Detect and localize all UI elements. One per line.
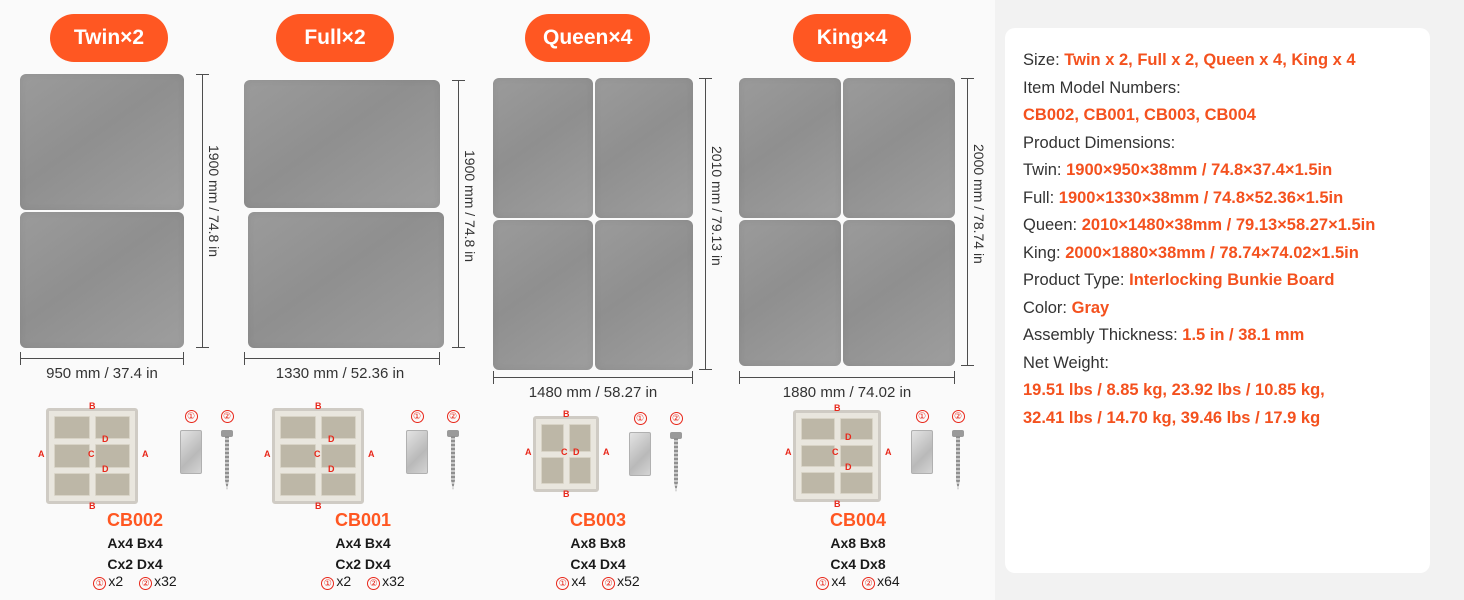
part-label-b: B: [563, 489, 570, 499]
part-label-c: C: [88, 449, 95, 459]
dimension-label-height: 2010 mm / 79.13 in: [709, 146, 725, 266]
frame-cell: [95, 444, 131, 467]
part-screw-group: [663, 408, 689, 492]
spec-value-color: Gray: [1071, 298, 1110, 317]
screw-icon: [449, 430, 457, 490]
spec-row-king: [1023, 245, 1412, 262]
part-count-2: x32: [154, 573, 177, 589]
spec-label-full: Full:: [1023, 188, 1055, 207]
size-badge-full: Full×2: [276, 14, 394, 62]
board-panel: [20, 74, 184, 210]
frame-cell: [54, 416, 90, 439]
part-label-d: D: [102, 434, 109, 444]
part-label-a: A: [525, 447, 532, 457]
screw-icon: [672, 432, 680, 492]
board-panel: [248, 212, 444, 348]
spec-label-color: Color:: [1023, 298, 1068, 317]
part-spec-line: Ax8 Bx8: [570, 535, 626, 551]
size-badge-twin: Twin×2: [50, 14, 168, 62]
spec-row-model-numbers-label: [1023, 80, 1412, 97]
frame-cell: [321, 416, 357, 439]
part-counts-queen: [483, 573, 713, 590]
part-spec-queen: [483, 533, 713, 575]
part-number-2: ②: [952, 410, 965, 423]
part-spec-line: Cx4 Dx4: [570, 556, 626, 572]
bracket-icon: [629, 432, 651, 476]
board-panel: [843, 78, 955, 218]
size-column-king: [743, 0, 987, 600]
bracket-icon: [180, 430, 202, 474]
spec-label-queen: Queen:: [1023, 216, 1078, 234]
part-count-2: x64: [877, 573, 900, 589]
frame-cell: [95, 416, 131, 439]
part-number-2: ②: [602, 577, 615, 590]
board-panel: [595, 220, 693, 370]
part-label-c: C: [832, 447, 839, 457]
part-number-1: ①: [93, 577, 106, 590]
part-number-1: ①: [411, 410, 424, 423]
part-screw-group: [440, 406, 466, 490]
frame-cell: [840, 472, 874, 494]
part-label-d: D: [328, 434, 335, 444]
dimension-label-width: 1880 mm / 74.02 in: [782, 384, 912, 401]
part-label-a: A: [264, 449, 271, 459]
specs-card: [1005, 28, 1430, 573]
part-spec-twin: [20, 533, 250, 575]
part-bracket-group: [404, 406, 430, 474]
spec-label-model-numbers: Item Model Numbers:: [1023, 78, 1181, 97]
frame-cell: [321, 473, 357, 496]
part-screw-group: [214, 406, 240, 490]
dimension-line-vertical: [202, 74, 203, 348]
spec-value-thickness: 1.5 in / 38.1 mm: [1182, 326, 1305, 344]
part-bracket-group: [909, 406, 935, 474]
screw-icon: [954, 430, 962, 490]
part-bracket-group: [178, 406, 204, 474]
screw-icon: [223, 430, 231, 490]
bracket-icon: [911, 430, 933, 474]
part-count-1: x4: [571, 573, 587, 589]
size-badge-queen: Queen×4: [525, 14, 650, 62]
spec-row-thickness: [1023, 327, 1412, 344]
part-spec-line: Ax4 Bx4: [335, 535, 391, 551]
board-panel: [739, 78, 841, 218]
part-label-b: B: [89, 501, 96, 511]
part-bracket-group: [627, 408, 653, 476]
dimension-label-width: 1330 mm / 52.36 in: [275, 365, 405, 382]
part-label-d: D: [845, 432, 852, 442]
model-number-queen: CB003: [569, 510, 627, 530]
spec-row-weight-label: [1023, 355, 1412, 372]
part-label-a: A: [38, 449, 45, 459]
size-column-full: [248, 0, 478, 600]
part-label-c: C: [561, 447, 568, 457]
spec-row-twin: [1023, 162, 1412, 179]
dimension-line-horizontal: [739, 377, 955, 378]
part-spec-full: [248, 533, 478, 575]
frame-cell: [280, 416, 316, 439]
part-label-d: D: [102, 464, 109, 474]
part-label-b: B: [89, 401, 96, 411]
board-panel: [244, 80, 440, 208]
spec-value-full: 1900×1330×38mm / 74.8×52.36×1.5in: [1058, 188, 1344, 207]
spec-row-queen: [1023, 217, 1412, 234]
part-number-2: ②: [670, 412, 683, 425]
part-label-b: B: [834, 499, 841, 509]
board-panel: [595, 78, 693, 218]
dimension-line-horizontal: [244, 358, 440, 359]
spec-label-dimensions: Product Dimensions:: [1023, 133, 1176, 152]
part-label-a: A: [368, 449, 375, 459]
dimension-label-height: 1900 mm / 74.8 in: [206, 145, 222, 258]
part-spec-line: Cx2 Dx4: [107, 556, 163, 572]
size-column-queen: [483, 0, 725, 600]
spec-row-full: [1023, 190, 1412, 207]
frame-cell: [801, 445, 835, 467]
spec-value-twin: 1900×950×38mm / 74.8×37.4×1.5in: [1066, 161, 1333, 179]
board-panel: [739, 220, 841, 366]
spec-value-king: 2000×1880×38mm / 78.74×74.02×1.5in: [1065, 243, 1359, 262]
size-badge-king: King×4: [793, 14, 911, 62]
part-number-2: ②: [862, 577, 875, 590]
spec-row-size: [1023, 52, 1412, 69]
dimension-line-horizontal: [493, 377, 693, 378]
part-label-d: D: [328, 464, 335, 474]
spec-row-color: [1023, 300, 1412, 317]
part-screw-group: [945, 406, 971, 490]
part-spec-king: [743, 533, 973, 575]
spec-label-weight: Net Weight:: [1023, 353, 1109, 372]
spec-label-twin: Twin:: [1023, 161, 1062, 179]
frame-cell: [569, 457, 592, 485]
part-label-b: B: [563, 409, 570, 419]
part-number-2: ②: [221, 410, 234, 423]
specs-panel: [995, 0, 1464, 600]
spec-value-weight-line2: 32.41 lbs / 14.70 kg, 39.46 lbs / 17.9 kg: [1023, 408, 1321, 427]
part-label-c: C: [314, 449, 321, 459]
part-spec-line: Cx2 Dx4: [335, 556, 391, 572]
part-label-b: B: [834, 403, 841, 413]
size-column-twin: [20, 0, 250, 600]
part-label-a: A: [142, 449, 149, 459]
part-count-1: x2: [108, 573, 124, 589]
part-count-1: x4: [831, 573, 847, 589]
spec-label-size: Size:: [1023, 51, 1060, 69]
part-number-1: ①: [916, 410, 929, 423]
part-spec-line: Cx4 Dx8: [830, 556, 886, 572]
spec-value-type: Interlocking Bunkie Board: [1129, 271, 1335, 289]
dimension-label-width: 1480 mm / 58.27 in: [528, 384, 658, 401]
spec-value-queen: 2010×1480×38mm / 79.13×58.27×1.5in: [1081, 216, 1376, 234]
part-spec-line: Ax4 Bx4: [107, 535, 163, 551]
frame-cell: [54, 473, 90, 496]
frame-cell: [280, 473, 316, 496]
part-number-1: ①: [321, 577, 334, 590]
part-counts-king: [743, 573, 973, 590]
dimension-line-horizontal: [20, 358, 184, 359]
frame-cell: [801, 472, 835, 494]
spec-value-size: Twin x 2, Full x 2, Queen x 4, King x 4: [1064, 51, 1356, 69]
frame-cell: [541, 457, 564, 485]
frame-cell: [801, 418, 835, 440]
frame-cell: [95, 473, 131, 496]
frame-cell: [54, 444, 90, 467]
part-label-d: D: [845, 462, 852, 472]
part-count-1: x2: [336, 573, 352, 589]
part-number-2: ②: [367, 577, 380, 590]
part-number-2: ②: [447, 410, 460, 423]
part-label-a: A: [603, 447, 610, 457]
part-count-2: x52: [617, 573, 640, 589]
dimension-label-width: 950 mm / 37.4 in: [46, 365, 158, 382]
dimension-label-height: 1900 mm / 74.8 in: [462, 150, 478, 263]
spec-label-king: King:: [1023, 243, 1061, 262]
spec-label-type: Product Type:: [1023, 271, 1125, 289]
model-number-full: CB001: [334, 510, 392, 530]
frame-cell: [280, 444, 316, 467]
frame-cell: [321, 444, 357, 467]
dimension-line-vertical: [967, 78, 968, 366]
board-panel: [20, 212, 184, 348]
part-label-a: A: [785, 447, 792, 457]
part-number-1: ①: [185, 410, 198, 423]
part-number-1: ①: [556, 577, 569, 590]
part-counts-twin: [20, 573, 250, 590]
board-panel: [493, 78, 593, 218]
spec-row-dimensions-label: [1023, 135, 1412, 152]
part-count-2: x32: [382, 573, 405, 589]
dimension-label-height: 2000 mm / 78.74 in: [971, 144, 987, 264]
part-number-2: ②: [139, 577, 152, 590]
part-number-1: ①: [634, 412, 647, 425]
spec-value-weight-line1: 19.51 lbs / 8.85 kg, 23.92 lbs / 10.85 kg,: [1023, 381, 1325, 399]
spec-label-thickness: Assembly Thickness:: [1023, 326, 1178, 344]
model-number-twin: CB002: [106, 510, 164, 530]
part-label-b: B: [315, 401, 322, 411]
part-counts-full: [248, 573, 478, 590]
model-number-king: CB004: [829, 510, 887, 530]
part-label-b: B: [315, 501, 322, 511]
dimension-line-vertical: [458, 80, 459, 348]
spec-value-model-numbers: CB002, CB001, CB003, CB004: [1023, 106, 1256, 124]
board-panel: [843, 220, 955, 366]
board-panel: [493, 220, 593, 370]
bracket-icon: [406, 430, 428, 474]
part-spec-line: Ax8 Bx8: [830, 535, 886, 551]
spec-row-type: [1023, 272, 1412, 289]
part-label-d: D: [573, 447, 580, 457]
part-number-1: ①: [816, 577, 829, 590]
part-label-a: A: [885, 447, 892, 457]
dimension-line-vertical: [705, 78, 706, 370]
